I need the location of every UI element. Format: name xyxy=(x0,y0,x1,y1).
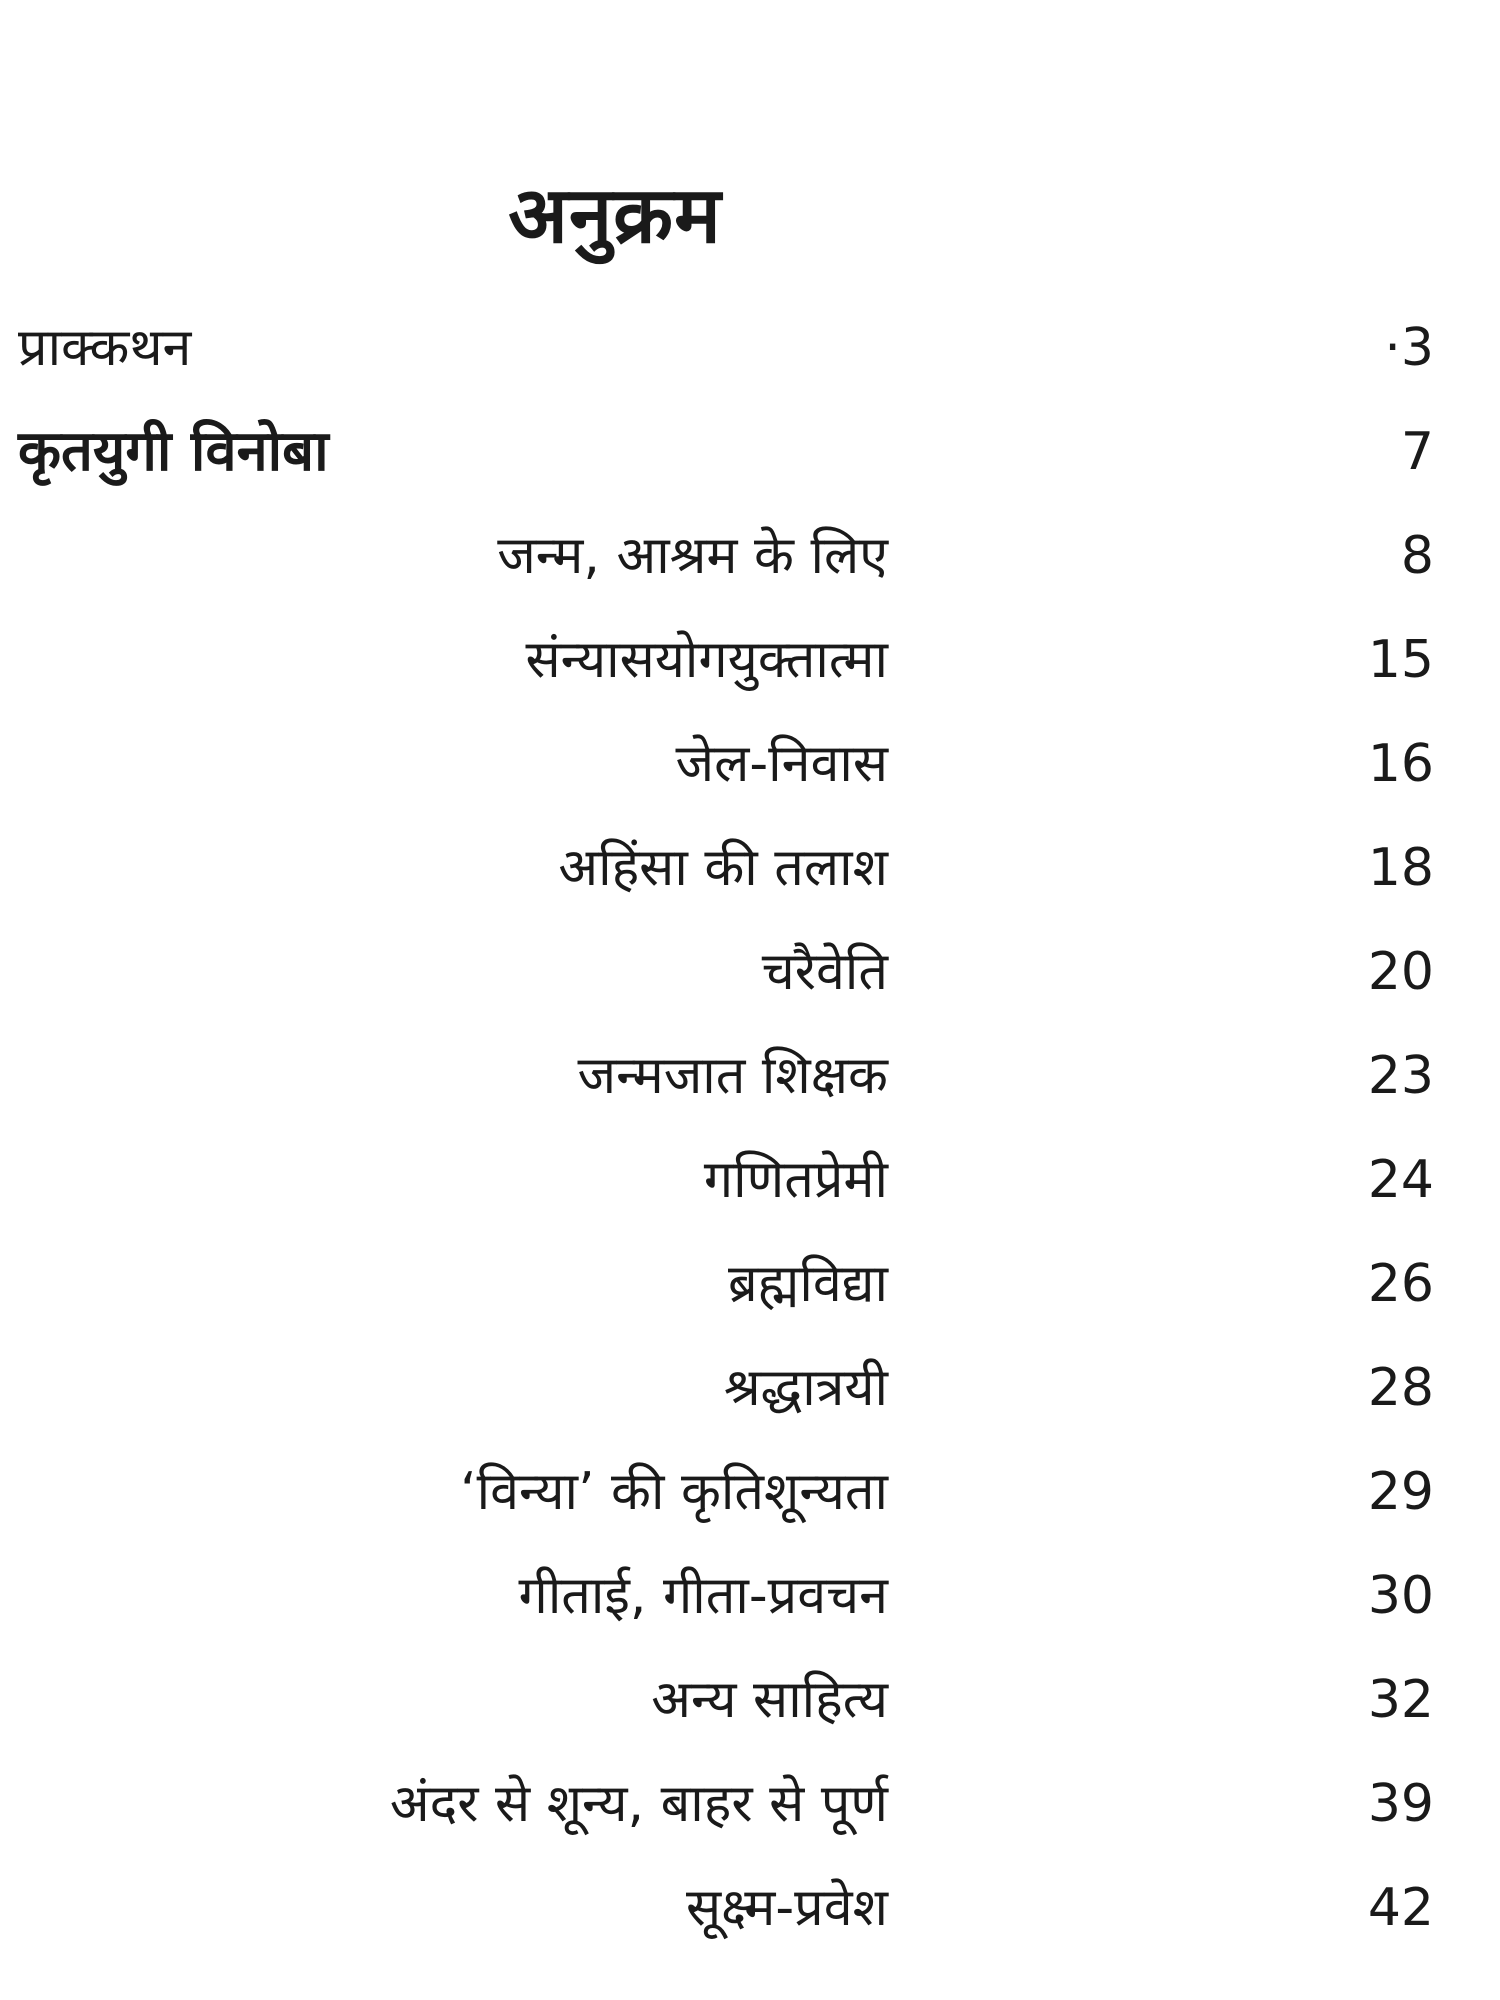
toc-entry-title: ब्रह्मविद्या xyxy=(728,1254,888,1314)
toc-page-number: 26 xyxy=(1367,1254,1434,1314)
toc-row xyxy=(0,1024,1500,1128)
toc-entry-title: जेल-निवास xyxy=(675,734,888,794)
toc-row xyxy=(0,1752,1500,1856)
toc-entry-title: अंदर से शून्य, बाहर से पूर्ण xyxy=(389,1774,888,1834)
toc-row xyxy=(0,1648,1500,1752)
toc-row xyxy=(0,816,1500,920)
toc-entry-title: गणितप्रेमी xyxy=(703,1150,888,1210)
toc-entry-title: संन्यासयोगयुक्तात्मा xyxy=(525,630,888,690)
toc-entry-title: गीताई, गीता-प्रवचन xyxy=(518,1566,888,1626)
toc-row xyxy=(0,608,1500,712)
toc-page-number: ·3 xyxy=(1384,318,1434,378)
toc-page-number: 18 xyxy=(1367,838,1434,898)
toc-page-number: 7 xyxy=(1400,422,1434,482)
toc-row xyxy=(0,1440,1500,1544)
toc-page-number: 8 xyxy=(1400,526,1434,586)
toc-page-number: 32 xyxy=(1367,1670,1434,1730)
toc-entry-title: चरैवेति xyxy=(761,942,888,1002)
toc-row xyxy=(0,504,1500,608)
toc-page-number: 39 xyxy=(1367,1774,1434,1834)
toc-page-number: 28 xyxy=(1367,1358,1434,1418)
toc-entry-title: जन्मजात शिक्षक xyxy=(577,1046,888,1106)
toc-page-number: 29 xyxy=(1367,1462,1434,1522)
toc-row xyxy=(0,1232,1500,1336)
toc-row xyxy=(0,920,1500,1024)
toc-entry-title: ‘विन्या’ की कृतिशून्यता xyxy=(460,1462,888,1522)
toc-page-number: 16 xyxy=(1367,734,1434,794)
toc-row xyxy=(0,1856,1500,1960)
toc-page-number: 30 xyxy=(1367,1566,1434,1626)
toc-section-title: कृतयुगी विनोबा xyxy=(18,419,329,484)
toc-page-number: 23 xyxy=(1367,1046,1434,1106)
toc-row xyxy=(0,296,1500,400)
toc-row xyxy=(0,1544,1500,1648)
toc-entry-title: अहिंसा की तलाश xyxy=(558,838,888,898)
toc-row xyxy=(0,1336,1500,1440)
toc-page-number: 20 xyxy=(1367,942,1434,1002)
toc-page-number: 24 xyxy=(1367,1150,1434,1210)
toc-row xyxy=(0,1128,1500,1232)
toc-entry-title: प्राक्कथन xyxy=(18,318,192,378)
toc-entry-title: अन्य साहित्य xyxy=(651,1670,888,1730)
toc-entry-title: श्रद्धात्रयी xyxy=(723,1358,888,1418)
toc-row xyxy=(0,712,1500,816)
toc-page-number: 42 xyxy=(1367,1878,1434,1938)
toc-page-number: 15 xyxy=(1367,630,1434,690)
page-title: अनुक्रम xyxy=(508,171,722,261)
toc-entry-title: जन्म, आश्रम के लिए xyxy=(497,526,888,586)
toc-row xyxy=(0,400,1500,504)
toc-entry-title: सूक्ष्म-प्रवेश xyxy=(685,1878,888,1938)
